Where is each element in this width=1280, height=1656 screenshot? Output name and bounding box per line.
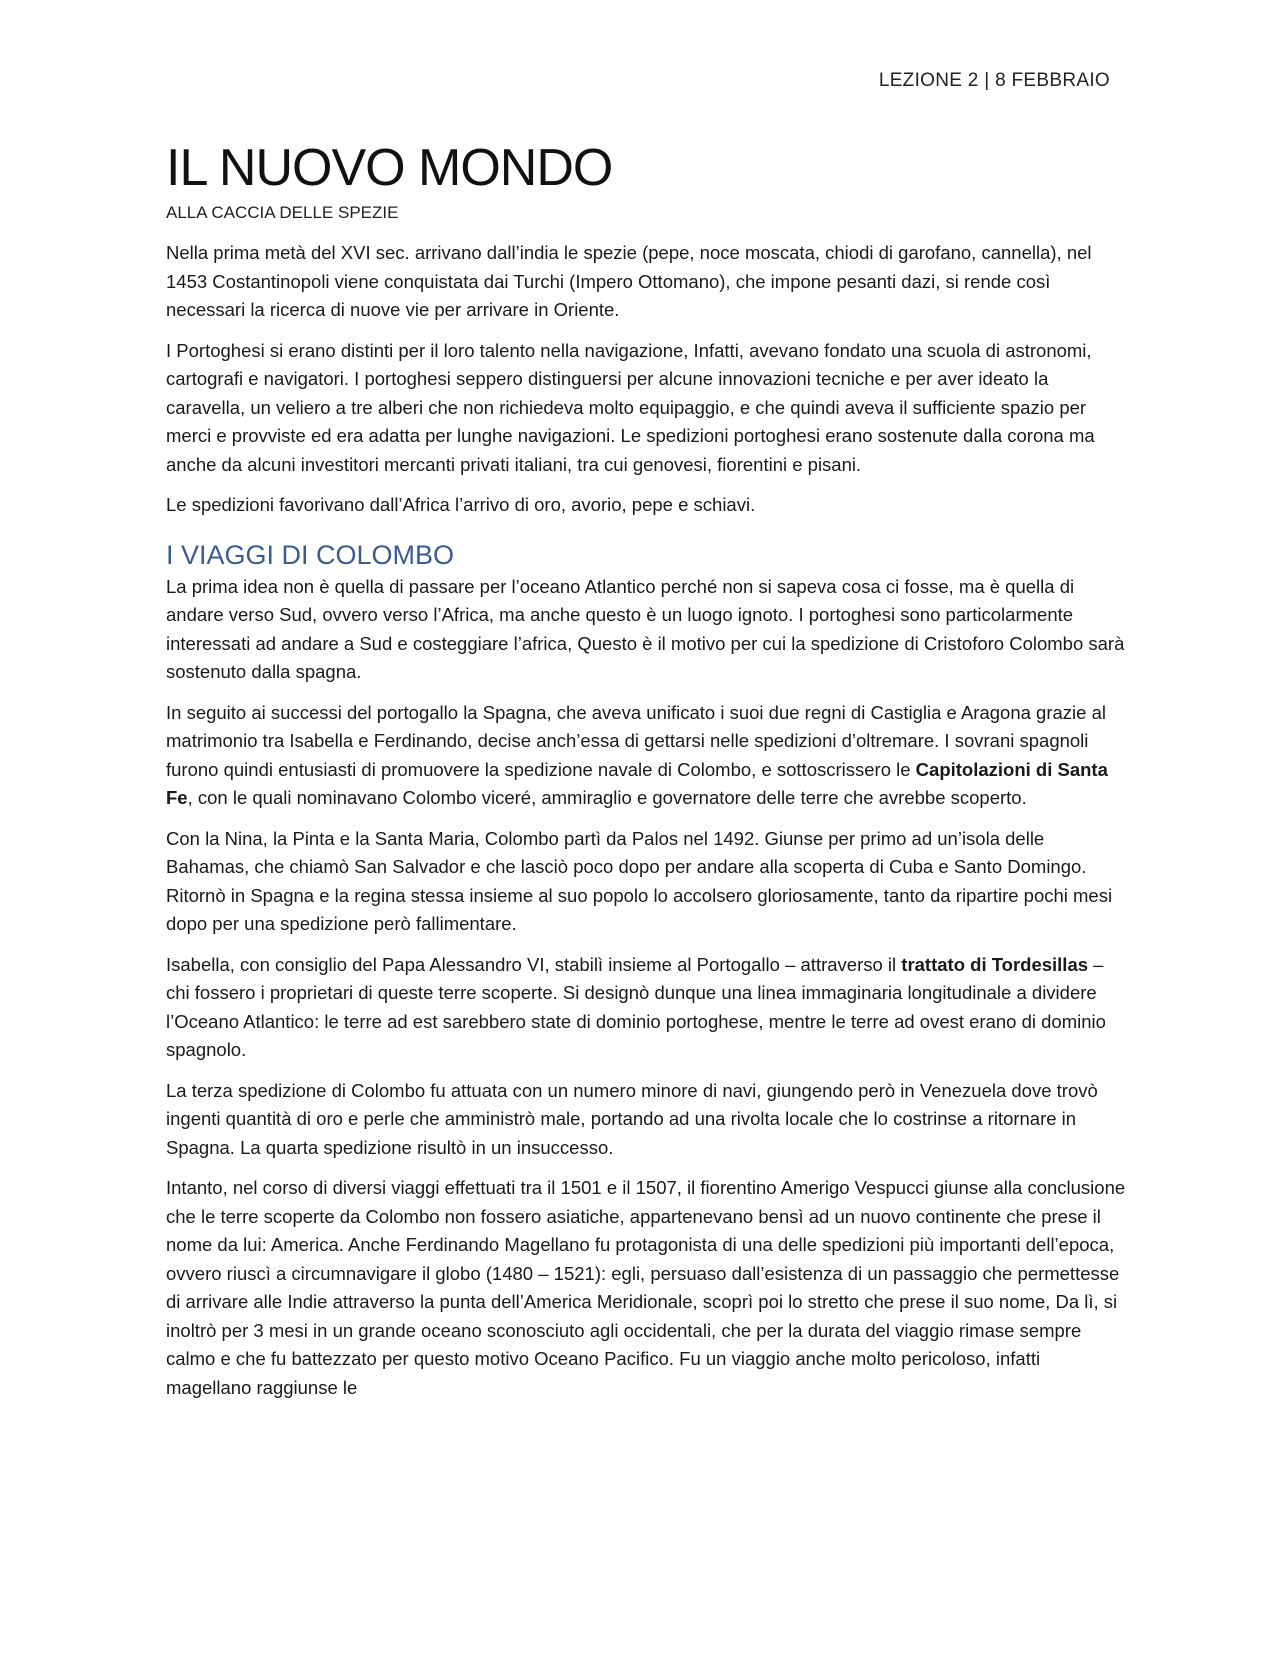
bold-term-tordesillas: trattato di Tordesillas: [901, 953, 1089, 975]
paragraph-africa: Le spedizioni favorivano dall’Africa l’arrivo di oro, avorio, pepe e schiavi.: [166, 494, 756, 516]
section-heading-colombo: I VIAGGI DI COLOMBO: [166, 539, 455, 570]
document-body: [166, 140, 1126, 1414]
page-title: IL NUOVO MONDO: [166, 139, 613, 197]
paragraph-text: , con le quali nominavano Colombo viceré, ammiraglio e governatore delle terre che avrebbe scoperto.: [187, 787, 1027, 809]
paragraph-portoghesi: I Portoghesi si erano distinti per il loro talento nella navigazione, Infatti, avevano fondato una scuola di astronomi, cartografi e navigatori. I portoghesi seppero distinguersi per alcune innovazioni tecniche e per aver ideato la caravella, un veliero a tre alberi che non richiedeva molto equipaggio, e che quindi aveva il sufficiente spazio per merci e provviste ed era adatta per lunghe navigazioni. Le spedizioni portoghesi erano sostenute dalla corona ma anche da alcuni investitori mercanti privati italiani, tra cui genovesi, fiorentini e pisani.: [166, 339, 1095, 475]
paragraph-text: In seguito ai successi del portogallo la Spagna, che aveva unificato i suoi due regni di Castiglia e Aragona grazie al matrimonio tra Isabella e Ferdinando, decise anch’essa di gettarsi nelle spedizioni d’oltremare. I sovrani spagnoli furono quindi entusiasti di promuovere la spedizione navale di Colombo, e sottoscrissero le: [166, 701, 1106, 780]
paragraph-spagna: [166, 699, 1126, 813]
paragraph-spezie: Nella prima metà del XVI sec. arrivano dall’india le spezie (pepe, noce moscata, chiodi di garofano, cannella), nel 1453 Costantinopoli viene conquistata dai Turchi (Impero Ottomano), che impone pesanti dazi, si rende così necessari la ricerca di nuove vie per arrivare in Oriente.: [166, 242, 1092, 321]
page-subtitle: ALLA CACCIA DELLE SPEZIE: [166, 203, 399, 223]
bold-term-capitolazioni: Capitolazioni di Santa Fe: [166, 758, 1108, 809]
paragraph-vespucci-magellano: Intanto, nel corso di diversi viaggi effettuati tra il 1501 e il 1507, il fiorentino Amerigo Vespucci giunse alla conclusione che le terre scoperte da Colombo non fossero asiatiche, appartenevano bensì ad un nuovo continente che prese il nome da lui: America. Anche Ferdinando Magellano fu protagonista di una delle spedizioni più importanti dell’epoca, ovvero riuscì a circumnavigare il globo (1480 – 1521): egli, persuaso dall’esistenza di un passaggio che permettesse di arrivare alle Indie attraverso la punta dell’America Meridionale, scoprì poi lo stretto che prese il suo nome, Da lì, si inoltrò per 3 mesi in un grande oceano sconosciuto agli occidentali, che per la durata del viaggio rimase sempre calmo e che fu battezzato per questo motivo Oceano Pacifico. Fu un viaggio anche molto pericoloso, infatti magellano raggiunse le: [166, 1177, 1126, 1398]
paragraph-text: – chi fossero i proprietari di queste terre scoperte. Si designò dunque una linea immaginaria longitudinale a dividere l’Oceano Atlantico: le terre ad est sarebbero state di dominio portoghese, mentre le terre ad ovest erano di dominio spagnolo.: [166, 953, 1106, 1061]
paragraph-viaggio-1492: Con la Nina, la Pinta e la Santa Maria, Colombo partì da Palos nel 1492. Giunse per primo ad un’isola delle Bahamas, che chiamò San Salvador e che lasciò poco dopo per andare alla scoperta di Cuba e Santo Domingo. Ritornò in Spagna e la regina stessa insieme al suo popolo lo accolsero gloriosamente, tanto da ripartire pochi mesi dopo per una spedizione però fallimentare.: [166, 827, 1113, 935]
paragraph-tordesillas: [166, 951, 1126, 1065]
paragraph-text: Isabella, con consiglio del Papa Alessandro VI, stabilì insieme al Portogallo – attraverso il: [166, 953, 902, 975]
paragraph-terza-spedizione: La terza spedizione di Colombo fu attuata con un numero minore di navi, giungendo però in Venezuela dove trovò ingenti quantità di oro e perle che amministrò male, portando ad una rivolta locale che lo costrinse a ritornare in Spagna. La quarta spedizione risultò in un insuccesso.: [166, 1079, 1098, 1158]
paragraph-prima-idea: La prima idea non è quella di passare per l’oceano Atlantico perché non si sapeva cosa ci fosse, ma è quella di andare verso Sud, ovvero verso l’Africa, ma anche questo è un luogo ignoto. I portoghesi sono particolarmente interessati ad andare a Sud e costeggiare l’africa, Questo è il motivo per cui la spedizione di Cristoforo Colombo sarà sostenuto dalla spagna.: [166, 575, 1125, 683]
page-header: LEZIONE 2 | 8 FEBBRAIO: [878, 70, 1110, 91]
